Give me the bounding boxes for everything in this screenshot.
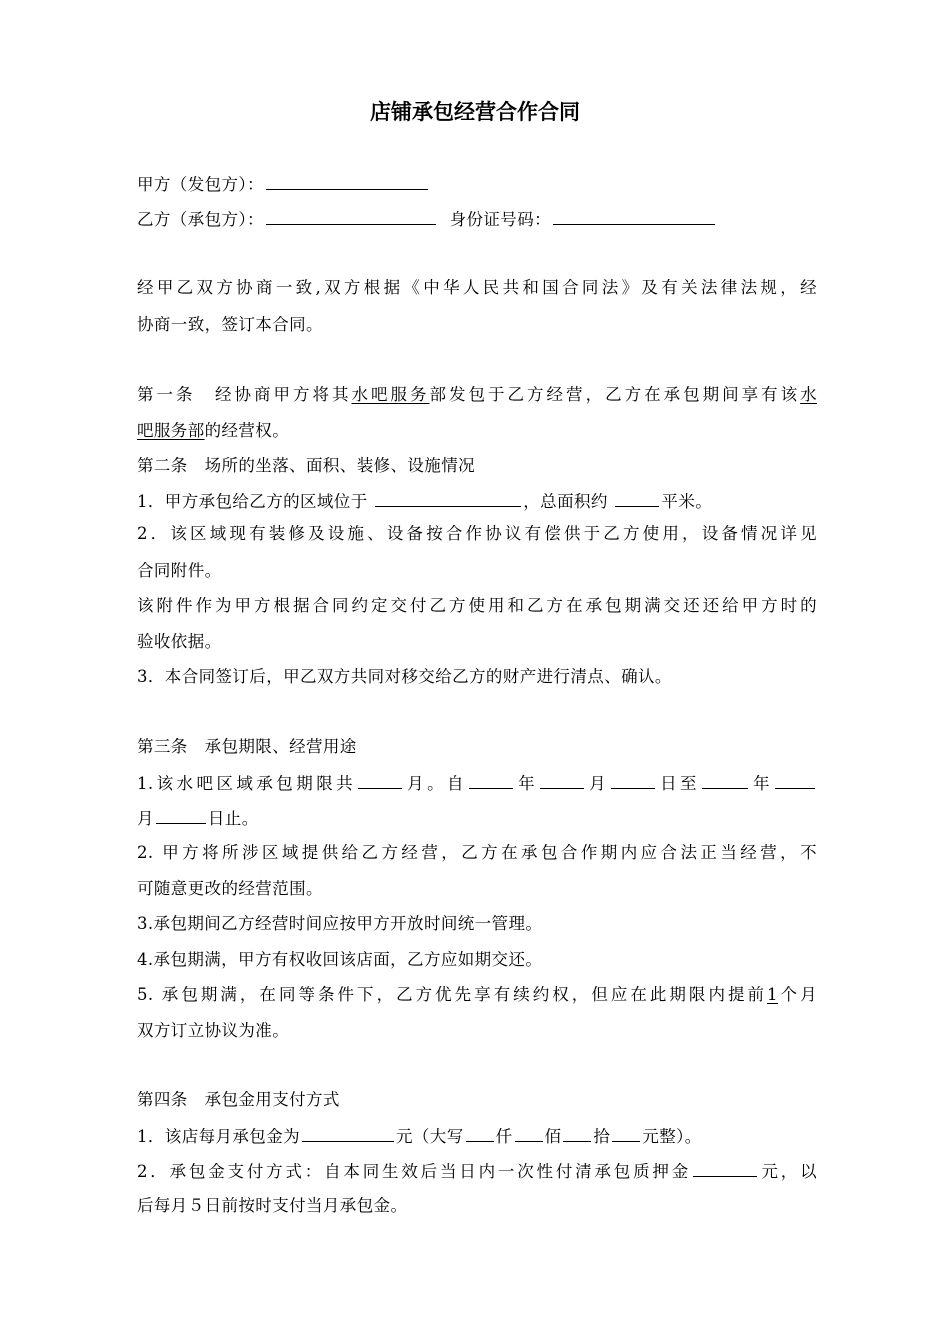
article-4-item-1-c: 仟 (495, 1127, 513, 1146)
article-2-item-2-line-1: 2．该区域现有装修及设施、设备按合作协议有偿供于乙方使用，设备情况详见 (137, 524, 817, 543)
article-3-item-1-e: 日至 (657, 774, 700, 793)
term-months-blank (358, 771, 402, 789)
article-3-item-2-line-2: 可随意更改的经营范围。 (137, 879, 323, 898)
article-1-line-2 (137, 419, 817, 443)
article-3-item-5-b: 个月 (777, 985, 817, 1004)
article-4-item-1-a: 1．该店每月承包金为 (137, 1127, 300, 1146)
article-3-item-1-line-2 (137, 806, 817, 831)
article-2-note-line-1: 该附件作为甲方根据合同约定交付乙方使用和乙方在承包期满交还还给甲方时的 (137, 596, 817, 615)
article-3-item-1-a: 1.该水吧区域承包期限共 (137, 774, 357, 793)
intro-line-2: 协商一致，签订本合同。 (137, 315, 323, 334)
article-3-item-1-f: 年 (750, 774, 774, 793)
deposit-blank (693, 1159, 757, 1177)
article-3-item-2-line-1: 2. 甲方将所涉区域提供给乙方经营，乙方在承包合作期内应合法正当经营，不 (137, 843, 817, 862)
article-1-prefix: 第一条 经协商甲方将其 (137, 385, 352, 404)
article-3-item-1-line-1 (137, 771, 817, 796)
intro-line-1: 经甲乙双方协商一致,双方根据《中华人民共和国合同法》及有关法律法规，经 (137, 278, 817, 297)
article-1-term-water-bar: 水吧服务 (351, 385, 430, 404)
article-4-item-1-e: 拾 (593, 1127, 611, 1146)
party-a-label: 甲方（发包方）： (137, 175, 264, 194)
article-3-item-1-h: 日止。 (207, 809, 259, 828)
article-3-item-1-d: 月 (586, 774, 610, 793)
start-month-blank (540, 771, 584, 789)
article-3-item-1-g: 月 (137, 809, 154, 828)
article-4-item-2-line-1 (137, 1159, 817, 1184)
end-day-blank (156, 806, 206, 824)
article-2-item-3: 3．本合同签订后，甲乙双方共同对移交给乙方的财产进行清点、确认。 (137, 667, 672, 686)
party-a-blank (266, 172, 428, 190)
party-a-line (137, 172, 817, 197)
end-year-blank (702, 771, 748, 789)
end-month-blank-start (775, 771, 815, 789)
article-2-item-1-c: 平米。 (661, 492, 713, 511)
party-b-label: 乙方（承包方）： (137, 210, 264, 229)
article-4-item-1-f: 元整）。 (642, 1127, 702, 1146)
renewal-notice-months: 1 (767, 985, 778, 1004)
article-3-item-1-b: 月。自 (404, 774, 468, 793)
article-4-item-1-d: 佰 (544, 1127, 562, 1146)
article-2-heading: 第二条 场所的坐落、面积、装修、设施情况 (137, 456, 475, 475)
article-1-suffix: 的经营权。 (204, 421, 290, 440)
start-day-blank (611, 771, 655, 789)
article-3-heading: 第三条 承包期限、经营用途 (137, 737, 357, 756)
article-1-term-2-start: 水 (800, 385, 817, 404)
article-2-item-2-line-2: 合同附件。 (137, 561, 222, 580)
article-2-note-line-2: 验收依据。 (137, 632, 222, 651)
article-2-item-1-b: ，总面积约 (523, 492, 608, 511)
article-4-item-2-line-2: 后每月５日前按时支付当月承包金。 (137, 1196, 408, 1215)
thousands-blank (466, 1124, 494, 1142)
article-3-item-3: 3.承包期间乙方经营时间应按甲方开放时间统一管理。 (137, 914, 543, 933)
start-year-blank (469, 771, 513, 789)
area-blank (615, 489, 659, 507)
article-4-item-2-b: 元，以 (759, 1162, 817, 1181)
article-1-mid: 部发包于乙方经营，乙方在承包期间享有该 (429, 385, 801, 404)
article-2-item-1 (137, 489, 817, 514)
article-3-item-1-c: 年 (515, 774, 539, 793)
article-3-item-4: 4.承包期满，甲方有权收回该店面，乙方应如期交还。 (137, 950, 543, 969)
units-blank (612, 1124, 640, 1142)
article-4-item-1-b: 元（大写 (396, 1127, 464, 1146)
party-b-blank (266, 207, 436, 225)
party-b-line (137, 207, 817, 232)
article-2-item-1-a: 1．甲方承包给乙方的区域位于 (137, 492, 368, 511)
hundreds-blank (515, 1124, 543, 1142)
monthly-fee-blank (302, 1124, 394, 1142)
article-3-item-5-a: 5. 承包期满，在同等条件下，乙方优先享有续约权，但应在此期限内提前 (137, 985, 768, 1004)
location-blank (375, 489, 521, 507)
article-4-item-2-a: 2．承包金支付方式：自本同生效后当日内一次性付清承包质押金 (137, 1162, 692, 1181)
article-4-item-1 (137, 1124, 817, 1149)
article-1-line-1 (137, 383, 817, 407)
article-1-term-2-end: 吧服务部 (137, 421, 205, 440)
article-3-item-5-line-2: 双方订立协议为准。 (137, 1021, 290, 1040)
tens-blank (563, 1124, 591, 1142)
id-number-blank (553, 207, 715, 225)
article-3-item-5-line-1 (137, 983, 817, 1007)
id-number-label: 身份证号码： (449, 210, 552, 229)
article-4-heading: 第四条 承包金用支付方式 (137, 1090, 340, 1109)
document-title: 店铺承包经营合作合同 (370, 100, 580, 124)
